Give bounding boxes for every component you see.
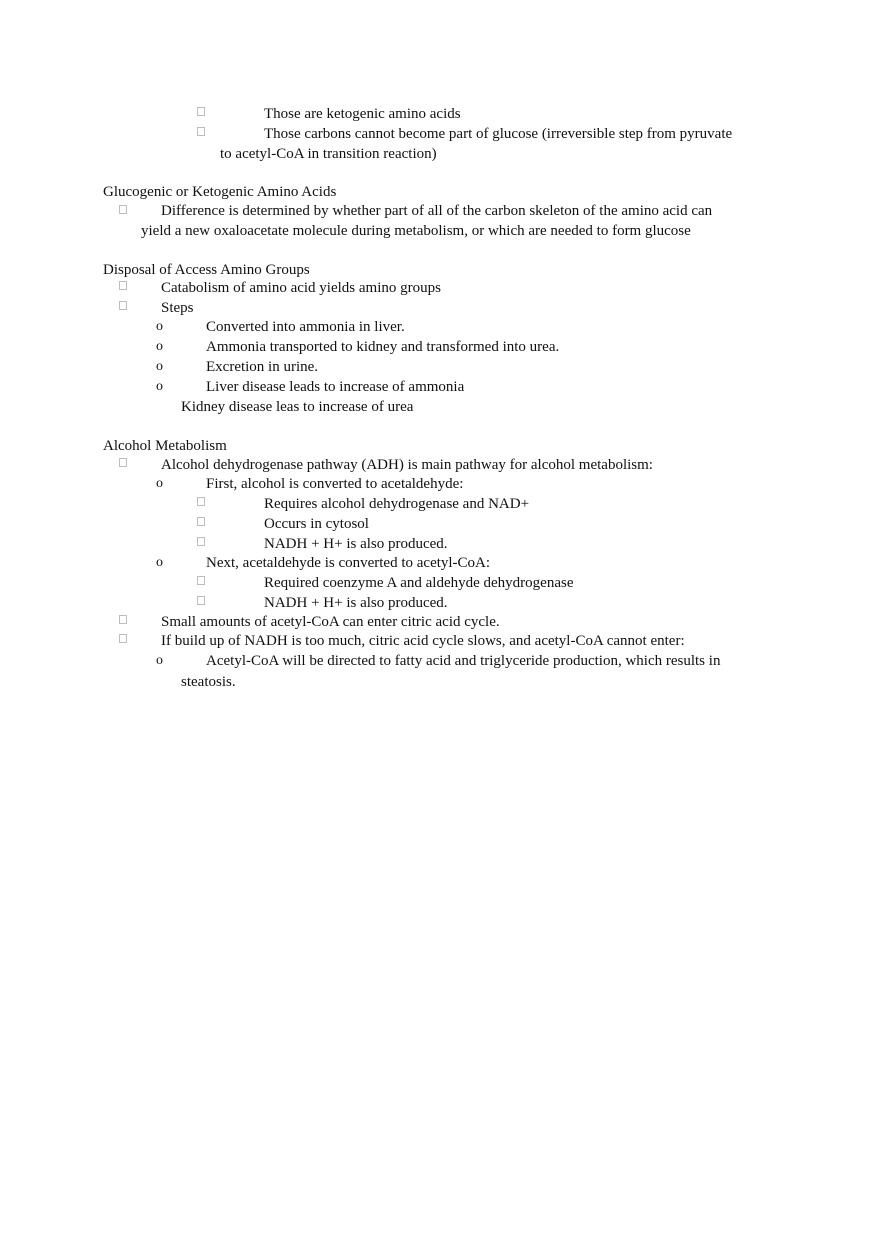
bullet-box-icon (197, 576, 205, 585)
sub-bullet-marker: o (156, 339, 163, 354)
sub-sub-bullet-text: Requires alcohol dehydrogenase and NAD+ (264, 496, 530, 512)
bullet-box-icon (119, 205, 127, 214)
bullet-text: Steps (161, 300, 194, 316)
bullet-text-continuation: to acetyl-CoA in transition reaction) (220, 146, 437, 162)
sub-bullet-marker: o (156, 476, 163, 491)
section-heading: Alcohol Metabolism (103, 438, 227, 454)
bullet-box-icon (197, 596, 205, 605)
bullet-box-icon (197, 497, 205, 506)
sub-bullet-marker: o (156, 319, 163, 334)
bullet-text: Alcohol dehydrogenase pathway (ADH) is main pathway for alcohol metabolism: (161, 457, 653, 473)
bullet-box-icon (119, 458, 127, 467)
sub-bullet-marker: o (156, 359, 163, 374)
bullet-text: Catabolism of amino acid yields amino groups (161, 280, 441, 296)
section-heading: Disposal of Access Amino Groups (103, 262, 310, 278)
sub-bullet-marker: o (156, 555, 163, 570)
sub-bullet-text: Converted into ammonia in liver. (206, 319, 405, 335)
sub-bullet-text-continuation: Kidney disease leas to increase of urea (181, 399, 414, 415)
bullet-box-icon (119, 634, 127, 643)
bullet-box-icon (197, 537, 205, 546)
bullet-box-icon (197, 517, 205, 526)
bullet-box-icon (197, 107, 205, 116)
bullet-text: Those carbons cannot become part of glucose (irreversible step from pyruvate (264, 126, 733, 142)
sub-bullet-text: First, alcohol is converted to acetaldehyde: (206, 476, 464, 492)
sub-sub-bullet-text: NADH + H+ is also produced. (264, 536, 448, 552)
bullet-text: Difference is determined by whether part of all of the carbon skeleton of the amino acid can (161, 203, 713, 219)
sub-bullet-marker: o (156, 653, 163, 668)
bullet-text: Small amounts of acetyl-CoA can enter citric acid cycle. (161, 614, 500, 630)
section-heading: Glucogenic or Ketogenic Amino Acids (103, 184, 337, 200)
bullet-text: Those are ketogenic amino acids (264, 106, 461, 122)
bullet-text: If build up of NADH is too much, citric acid cycle slows, and acetyl-CoA cannot enter: (161, 633, 685, 649)
sub-bullet-text: Ammonia transported to kidney and transformed into urea. (206, 339, 560, 355)
sub-bullet-text: Excretion in urine. (206, 359, 319, 375)
sub-bullet-text: Next, acetaldehyde is converted to acetyl-CoA: (206, 555, 491, 571)
sub-sub-bullet-text: Required coenzyme A and aldehyde dehydrogenase (264, 575, 574, 591)
sub-bullet-marker: o (156, 379, 163, 394)
sub-bullet-text-continuation: steatosis. (181, 674, 236, 690)
sub-sub-bullet-text: NADH + H+ is also produced. (264, 595, 448, 611)
bullet-box-icon (119, 281, 127, 290)
sub-bullet-text: Acetyl-CoA will be directed to fatty acid and triglyceride production, which results in (206, 653, 721, 669)
sub-bullet-text: Liver disease leads to increase of ammonia (206, 379, 465, 395)
sub-sub-bullet-text: Occurs in cytosol (264, 516, 369, 532)
bullet-box-icon (119, 301, 127, 310)
bullet-box-icon (119, 615, 127, 624)
bullet-box-icon (197, 127, 205, 136)
bullet-text-continuation: yield a new oxaloacetate molecule during metabolism, or which are needed to form glucose (141, 223, 691, 239)
